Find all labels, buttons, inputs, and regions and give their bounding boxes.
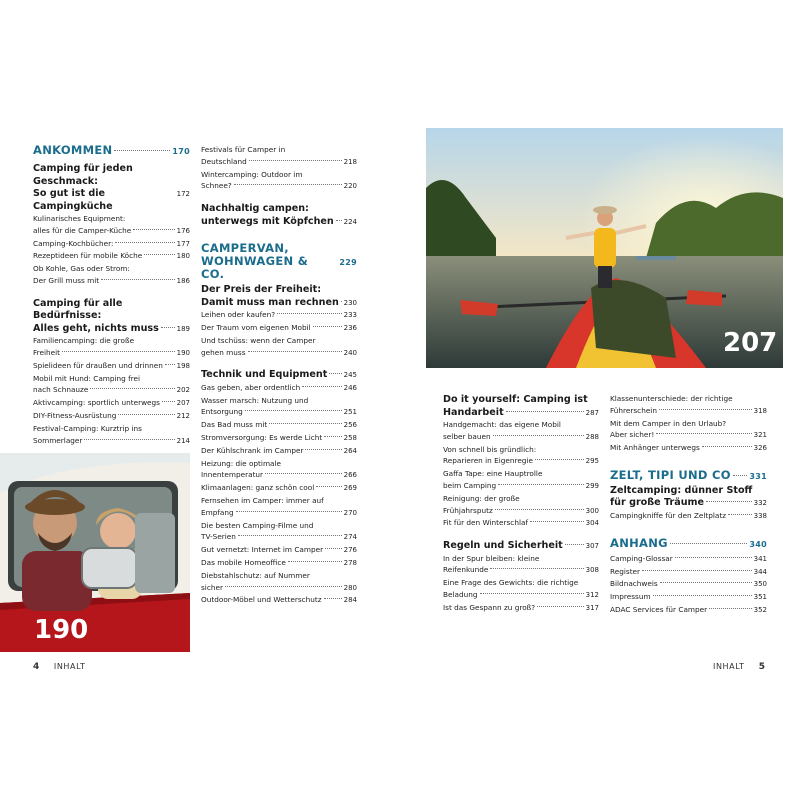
toc-entry[interactable]: Reifenkunde 308 [443,564,599,577]
toc-entry[interactable]: Aktivcamping: sportlich unterwegs 207 [33,397,190,410]
toc-entry[interactable]: Campingkniffe für den Zeltplatz 338 [610,510,767,523]
toc-page-number: 326 [753,444,767,453]
toc-entry[interactable]: Klassenunterschiede: der richtige [610,394,733,403]
regeln-items [443,553,599,615]
technik-items [201,382,357,607]
page-number-right: 5 [758,662,766,672]
footer-right [713,662,766,672]
toc-entry[interactable]: Klimaanlagen: ganz schön cool 269 [201,482,357,495]
toc-entry[interactable]: Impressum 351 [610,591,767,604]
toc-entry[interactable]: Diebstahlschutz: auf Nummer [201,570,310,580]
toc-entry[interactable]: Der Kühlschrank im Camper 264 [201,445,357,458]
section-campervan[interactable]: CAMPERVAN, [201,241,289,256]
toc-page-number: 304 [585,519,599,528]
toc-entry[interactable]: In der Spur bleiben: kleine [443,553,540,563]
toc-entry[interactable]: Fernsehen im Camper: immer auf [201,496,324,506]
toc-page-number: 246 [343,383,357,392]
left2-top-items [201,144,357,193]
toc-page-number: 266 [343,471,357,480]
toc-entry[interactable]: Gas geben, aber ordentlich 246 [201,382,357,395]
toc-page-number: 278 [343,559,357,568]
right2-top-items [610,393,767,455]
section-ankommen[interactable]: ANKOMMEN 170 [33,143,190,157]
toc-page-number: 220 [343,182,357,191]
toc-entry[interactable]: Deutschland 218 [201,156,357,169]
toc-entry[interactable]: Schnee? 220 [201,180,357,193]
toc-entry[interactable]: Heizung: die optimale [201,458,282,468]
toc-entry[interactable]: Beladung 312 [443,589,599,602]
toc-entry[interactable]: Fit für den Winterschlaf 304 [443,517,599,530]
toc-page-number: 212 [176,412,190,421]
toc-entry[interactable]: Ob Kohle, Gas oder Strom: [33,264,130,274]
toc-page-number: 352 [753,605,767,614]
toc-page-number: 202 [176,386,190,395]
toc-entry[interactable]: Der Grill muss mit 186 [33,275,190,288]
toc-entry[interactable]: Das mobile Homeoffice 278 [201,557,357,570]
toc-page-number: 180 [176,252,190,261]
toc-page-number: 270 [343,508,357,517]
chapter-diy[interactable]: Do it yourself: Camping ist [443,394,588,405]
toc-page-number: 312 [585,591,599,600]
toc-page-number: 218 [343,157,357,166]
chapter-beduerfnisse[interactable]: Camping für alle Bedürfnisse: [33,297,123,322]
toc-entry[interactable]: Stromversorgung: Es werde Licht 258 [201,432,357,445]
toc-entry[interactable]: Führerschein 318 [610,405,767,418]
toc-page-number: 258 [343,434,357,443]
toc-page-number: 207 [176,399,190,408]
chapter1-items [33,213,190,288]
toc-entry[interactable]: Sommerlager 214 [33,435,190,448]
diy-items [443,419,599,530]
toc-entry[interactable]: Register 344 [610,566,767,579]
toc-entry[interactable]: Reinigung: der große [443,493,520,503]
toc-entry[interactable]: Spielideen für draußen und drinnen 198 [33,360,190,373]
toc-page-number: 318 [753,406,767,415]
toc-page-number: 299 [585,481,599,490]
toc-entry[interactable]: Mit dem Camper in den Urlaub? [610,418,727,428]
chapter-technik[interactable]: Technik und Equipment 245 [201,369,357,381]
toc-page-number: 176 [176,226,190,235]
toc-entry[interactable]: gehen muss 240 [201,347,357,360]
chapter2-items [33,335,190,447]
family-camper-illustration [0,453,190,652]
toc-page-number: 240 [343,348,357,357]
toc-entry[interactable]: Camping-Kochbücher: 177 [33,238,190,251]
footer-label-right: INHALT [713,662,745,671]
toc-entry[interactable]: Mit Anhänger unterwegs 326 [610,442,767,455]
page-number-left: 4 [33,662,40,672]
toc-page-number: 251 [343,408,357,417]
toc-entry[interactable]: Freiheit 190 [33,347,190,360]
toc-entry[interactable]: DIY-Fitness-Ausrüstung 212 [33,410,190,423]
chapter-preis[interactable]: Der Preis der Freiheit: [201,284,322,296]
chapter-nachhaltig[interactable]: Nachhaltig campen: [201,203,309,215]
toc-page-number: 236 [343,323,357,332]
preis-items [201,309,357,359]
toc-entry[interactable]: Frühjahrsputz 300 [443,505,599,518]
toc-page-number: 288 [585,432,599,441]
chapter-regeln[interactable]: Regeln und Sicherheit 307 [443,540,599,552]
toc-page-number: 198 [176,361,190,370]
toc-page-number: 308 [585,566,599,575]
toc-page-number: 233 [343,311,357,320]
toc-page-number: 214 [176,436,190,445]
toc-entry[interactable]: Gut vernetzt: Internet im Camper 276 [201,544,357,557]
toc-page-number: 190 [176,349,190,358]
toc-entry[interactable]: Wasser marsch: Nutzung und [201,395,309,405]
toc-entry[interactable]: Entsorgung 251 [201,406,357,419]
toc-entry[interactable]: Mobil mit Hund: Camping frei [33,373,141,383]
toc-page-number: 264 [343,446,357,455]
toc-entry[interactable]: Outdoor-Möbel und Wetterschutz 284 [201,594,357,607]
toc-entry[interactable]: nach Schnauze 202 [33,384,190,397]
left-column-2: Festivals für Camper in Deutschland 218 Wintercamping: Outdoor im Schnee? 220 Nachhaltig campen: unterwegs mit Köpfchen 224 CAMPERVAN, WOHNWAGEN & CO. 229 Der Preis der Freiheit: Damit muss man rechnen 230 Leihen oder kaufen? 233 Der Traum vom eigenen Mobil 236 Und tschüss: wenn der Camper gehen muss 240 Technik und Equipment 245 Gas geben, aber ordentlich 246 Wasser marsch: Nutzung und Entsorgung 251 Das Bad muss mit 256 Stromversorgung: Es werde Licht 258 Der Kühlschrank im Camper 264 Heizung: die optimale Innentemperatur 266 Klimaanlagen: ganz schön cool 269 Fernsehen im Camper: immer auf Empfang 270 Die besten Camping-Filme und TV-Serien 274 Gut vernetzt: Internet im Camper 276 Das mobile Homeoffice 278 Diebstahlschutz: auf Nummer sicher 280 Outdoor-Möbel und Wetterschutz 284 [201,144,357,607]
toc-entry[interactable]: Und tschüss: wenn der Camper [201,335,316,345]
toc-page-number: 300 [585,506,599,515]
toc-entry[interactable]: Leihen oder kaufen? 233 [201,309,357,322]
toc-entry[interactable]: Aber sicher! 321 [610,429,767,442]
right-column-2: Klassenunterschiede: der richtige Führerschein 318 Mit dem Camper in den Urlaub? Aber sicher! 321 Mit Anhänger unterwegs 326 ZELT, TIPI UND CO 331 Zeltcamping: dünner Stoff für große Träume 332 Campingkniffe für den Zeltplatz 338 ANHANG 340 Camping-Glossar 341 Register 344 Bildnachweis 350 Impressum 351 ADAC Services für Camper 352 [610,393,767,617]
toc-page-number: 269 [343,484,357,493]
chapter-camping-geschmack[interactable]: Camping für jeden Geschmack: [33,163,133,187]
toc-entry[interactable]: Die besten Camping-Filme und [201,520,314,530]
toc-entry[interactable]: Handgemacht: das eigene Mobil [443,420,561,429]
footer-label-left: INHALT [53,662,86,671]
toc-page-number: 350 [753,580,767,589]
toc-page-number: 276 [343,546,357,555]
toc-entry[interactable]: ADAC Services für Camper 352 [610,604,767,617]
zelt-items [610,510,767,523]
toc-entry[interactable]: alles für die Camper-Küche 176 [33,225,190,238]
toc-entry[interactable]: Das Bad muss mit 256 [201,419,357,432]
toc-page-number: 284 [343,596,357,605]
toc-entry[interactable]: Von schnell bis gründlich: [443,444,537,454]
toc-page-number: 317 [585,603,599,612]
toc-page-number: 321 [753,431,767,440]
photo-family-camper [0,453,190,652]
photo-kayak [426,128,783,368]
toc-entry[interactable]: TV-Serien 274 [201,531,357,544]
toc-page-number: 177 [176,239,190,248]
footer-left [33,662,86,672]
toc-page-number: 274 [343,533,357,542]
toc-entry[interactable]: Kulinarisches Equipment: [33,214,126,223]
toc-entry[interactable]: Bildnachweis 350 [610,578,767,591]
toc-entry[interactable]: Festival-Camping: Kurztrip ins [33,423,142,433]
section-anhang[interactable]: ANHANG 340 [610,535,767,550]
right-column-1: Do it yourself: Camping ist Handarbeit 287 Handgemacht: das eigene Mobil selber bauen 288 Von schnell bis gründlich: Reparieren in Eigenregie 295 Gaffa Tape: eine Hauptrolle beim Camping 299 Reinigung: der große Frühjahrsputz 300 Fit für den Winterschlaf 304 Regeln und Sicherheit 307 In der Spur bleiben: kleine Reifenkunde 308 Eine Frage des Gewichts: die richtige Beladung 312 Ist das Gespann zu groß? 317 [443,394,599,615]
toc-page-number: 351 [753,593,767,602]
toc-entry[interactable]: Eine Frage des Gewichts: die richtige [443,578,579,588]
toc-entry[interactable]: Wintercamping: Outdoor im [201,169,303,179]
photo-page-number: 207 [723,328,778,358]
toc-entry[interactable]: Festivals für Camper in [201,145,286,154]
photo-page-number: 190 [34,615,89,645]
left-column-1: ANKOMMEN 170 Camping für jeden Geschmack: So gut ist die Campingküche 172 Kulinarisches Equipment: alles für die Camper-Küche 176 Camping-Kochbücher: 177 Rezeptideen für mobile Köche 180 Ob Kohle, Gas oder Strom: Der Grill muss mit 186 Camping für alle Bedürfnisse: Alles geht, nichts muss 189 Familiencamping: die große Freiheit 190 Spielideen für draußen und drinnen 198 Mobil mit Hund: Camping frei nach Schnauze 202 Aktivcamping: sportlich unterwegs 207 DIY-Fitness-Ausrüstung 212 Festival-Camping: Kurztrip ins Sommerlager 214 [33,144,190,447]
toc-page-number: 295 [585,457,599,466]
toc-page-number: 256 [343,421,357,430]
toc-page-number: 186 [176,276,190,285]
toc-entry[interactable]: beim Camping 299 [443,480,599,493]
toc-entry[interactable]: sicher 280 [201,582,357,595]
toc-page-number: 338 [753,511,767,520]
toc-entry[interactable]: selber bauen 288 [443,431,599,444]
toc-entry[interactable]: Gaffa Tape: eine Hauptrolle [443,469,543,479]
toc-entry[interactable]: Innentemperatur 266 [201,469,357,482]
anhang-items [610,553,767,617]
toc-entry[interactable]: Reparieren in Eigenregie 295 [443,455,599,468]
toc-entry[interactable]: Empfang 270 [201,507,357,520]
toc-entry[interactable]: Der Traum vom eigenen Mobil 236 [201,322,357,335]
toc-entry[interactable]: Ist das Gespann zu groß? 317 [443,602,599,615]
toc-page-number: 341 [753,554,767,563]
section-zelt[interactable]: ZELT, TIPI UND CO 331 [610,467,767,482]
chapter-zeltcamping[interactable]: Zeltcamping: dünner Stoff [610,484,753,496]
toc-entry[interactable]: Rezeptideen für mobile Köche 180 [33,250,190,263]
toc-page-number: 280 [343,583,357,592]
toc-entry[interactable]: Familiencamping: die große [33,336,135,346]
toc-entry[interactable]: Camping-Glossar 341 [610,553,767,566]
toc-page-number: 344 [753,567,767,576]
